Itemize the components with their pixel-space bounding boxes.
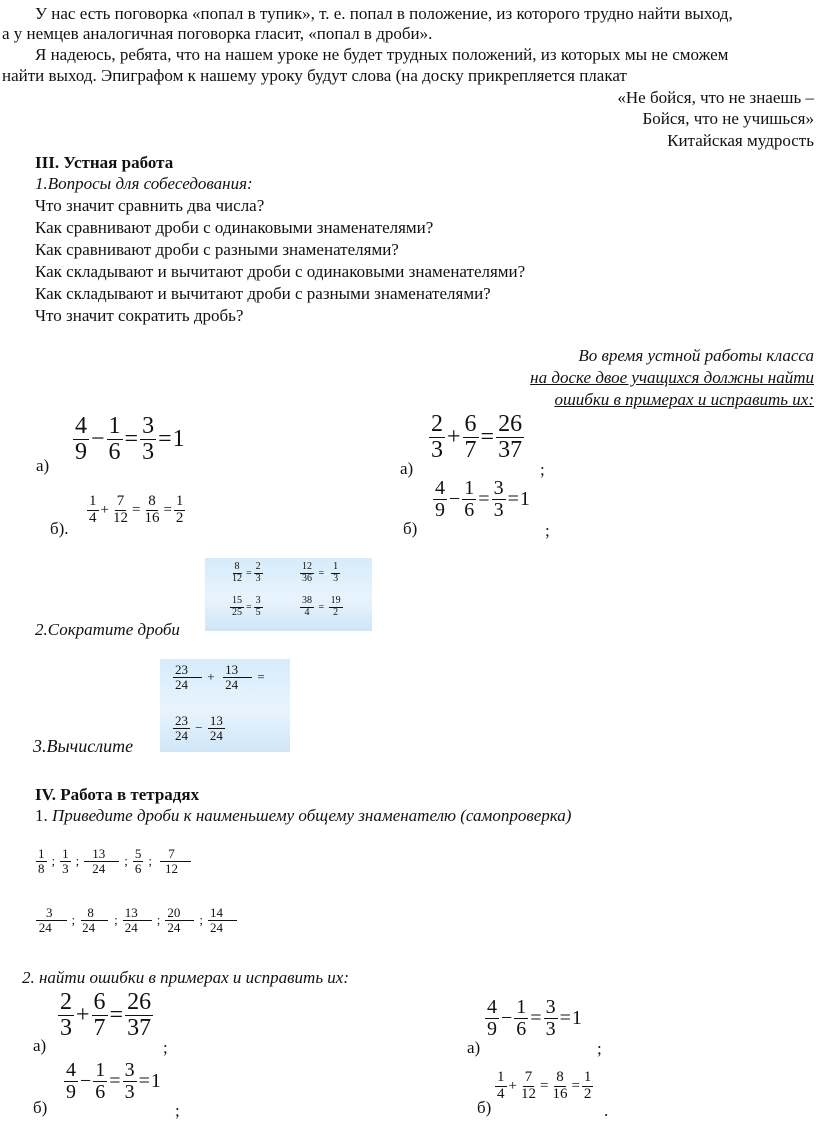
question-item: Как складывают и вычитают дроби с разными знаменателями? [35,284,491,303]
numerator: 4 [75,413,87,439]
board-note-line1: Во время устной работы класса [578,346,814,365]
equals-sign: = [507,488,519,510]
example-iv-right-a: $\frac{4}{9}$ − $\frac{1}{6}$ = $\frac{3}{3}$ = 1 [487,996,582,1040]
fraction-row-2: $\frac{3}{24}$ ; $\frac{8}{24}$ ; $\frac{13}{24}$ ; $\frac{20}{24}$ ; $\frac{14}{24}$ [35,906,238,934]
compute-item: $\frac{23}{24}$ − $\frac{13}{24}$ [175,713,223,743]
semicolon: ; [545,521,550,540]
plus-sign: + [100,501,109,518]
epigraph-line2: Бойся, что не учишься» [642,109,814,128]
intro-p2-line1: Я надеюсь, ребята, что на нашем уроке не будет трудных положений, из которых мы не сможем [35,45,729,64]
denominator: 6 [464,499,475,521]
reduce-title: 2.Сократите дроби [35,620,180,639]
example-right-a [428,412,525,463]
numerator: 1 [175,493,184,509]
reduce-item: $\frac{8}{12}$ = $\frac{2}{3}$ [232,561,261,584]
question-item: Как сравнивают дроби с разными знаменателями? [35,240,399,259]
result: 1 [519,488,530,510]
label-b: б) [33,1098,48,1117]
equals-sign: = [124,426,139,453]
label-b: б) [403,519,418,538]
compute-item: $\frac{23}{24}$ + $\frac{13}{24}$ = [175,662,265,692]
fraction-row-1: $\frac{1}{8}$ ; $\frac{1}{3}$ ; $\frac{13}{24}$ ; $\frac{5}{6}$ ; $\frac{7}{12}$ [35,847,195,875]
plus-sign: + [447,424,461,451]
example-iv-left-a: $\frac{2}{3}$ + $\frac{6}{7}$ = $\frac{26}{37}$ [60,989,152,1042]
numerator: 3 [142,413,155,439]
equals-sign: = [158,426,172,453]
reduce-item: $\frac{12}{36}$ = $\frac{1}{3}$ [302,561,339,584]
equals-sign: = [131,501,141,518]
denominator: 12 [112,509,128,526]
denominator: 3 [493,499,504,521]
equals-sign: = [480,424,495,451]
question-item: Как складывают и вычитают дроби с одинаковыми знаменателями? [35,262,526,281]
epigraph-author: Китайская мудрость [667,131,814,150]
example-iv-left-b: $\frac{4}{9}$ − $\frac{1}{6}$ = $\frac{3}{3}$ = 1 [66,1059,161,1103]
numerator: 2 [431,411,443,437]
reduce-item: $\frac{15}{25}$ = $\frac{3}{5}$ [232,595,261,618]
task1-number: 1. [35,806,48,825]
denominator: 37 [498,437,523,464]
task1-text: Приведите дроби к наименьшему общему знаменателю (самопроверка) [52,806,572,825]
label-b: б) [477,1098,492,1117]
denominator: 9 [75,439,87,466]
questions-title: 1.Вопросы для собеседования: [35,174,253,193]
denominator: 3 [142,439,155,466]
denominator: 16 [144,509,160,526]
period: . [604,1101,609,1120]
example-right-b [432,478,530,521]
example-iv-right-b: $\frac{1}{4}$ + $\frac{7}{12}$ = $\frac{8}{16}$ = $\frac{1}{2}$ [497,1069,592,1102]
numerator: 26 [498,411,523,437]
intro-p1-line2: а у немцев аналогичная поговорка гласит, «попал в дроби». [2,24,433,43]
numerator: 8 [148,493,156,509]
intro-p2-line2: найти выход. Эпиграфом к нашему уроку будут слова (на доску прикрепляется плакат [2,66,627,85]
section3-title: III. Устная работа [35,153,174,172]
numerator: 4 [435,477,445,499]
board-note-line3: ошибки в примерах и исправить их: [554,390,814,409]
semicolon: ; [597,1039,602,1058]
label-b: б). [50,519,69,538]
result: 1 [172,426,185,453]
label-a: а) [33,1036,47,1055]
task2-text: 2. найти ошибки в примерах и исправить их: [22,968,350,987]
epigraph-line1: «Не бойся, что не знаешь – [617,88,814,107]
compute-panel [160,659,290,752]
question-item: Как сравнивают дроби с одинаковыми знаменателями? [35,218,434,237]
equals-sign: = [163,501,172,518]
question-item: Что значит сравнить два числа? [35,196,265,215]
semicolon: ; [163,1038,168,1057]
minus-sign: − [91,426,105,453]
semicolon: ; [540,460,545,479]
denominator: 7 [464,437,477,464]
numerator: 1 [89,493,97,509]
label-a: а) [36,456,50,475]
minus-sign: − [449,488,461,510]
compute-title: 3.Вычислите [33,736,134,756]
numerator: 1 [108,413,121,439]
denominator: 3 [431,437,443,464]
denominator: 4 [89,509,97,526]
label-a: а) [467,1038,481,1057]
numerator: 3 [493,477,504,499]
denominator: 9 [435,499,445,521]
task1 [35,806,571,826]
numerator: 7 [116,493,125,509]
reduce-item: $\frac{38}{4}$ = $\frac{19}{2}$ [302,595,341,618]
intro-p1-line1: У нас есть поговорка «попал в тупик», т. е. попал в положение, из которого трудно найти выход, [35,4,733,23]
reduce-panel [205,558,372,631]
numerator: 1 [464,477,475,499]
example-left-a [72,414,185,465]
denominator: 6 [108,439,121,466]
example-left-b [86,494,186,527]
numerator: 6 [464,411,477,437]
semicolon: ; [175,1101,180,1120]
board-note-line2: на доске двое учащихся должны найти [530,368,814,387]
equals-sign: = [478,488,490,510]
denominator: 2 [175,509,184,526]
label-a: а) [400,459,414,478]
section4-title: IV. Работа в тетрадях [35,785,200,804]
question-item: Что значит сократить дробь? [35,306,244,325]
